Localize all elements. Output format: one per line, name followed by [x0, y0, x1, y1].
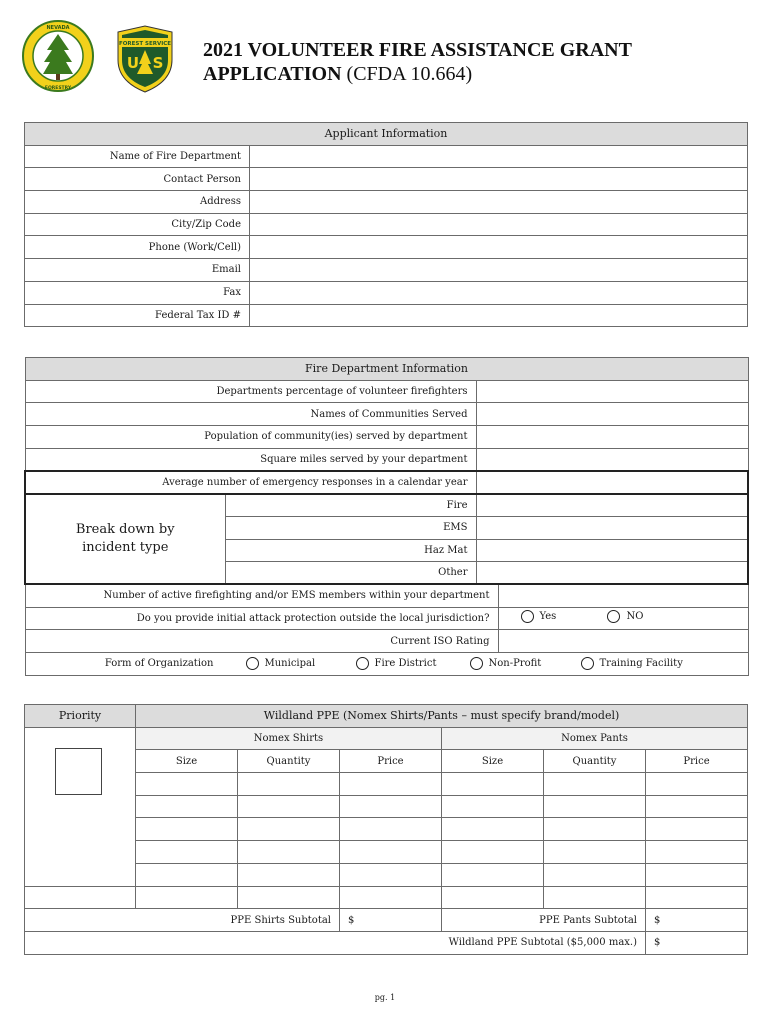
ppe-cell[interactable]: [136, 795, 238, 818]
square-miles-field[interactable]: [476, 448, 748, 471]
ppe-cell[interactable]: [646, 841, 748, 864]
address-field[interactable]: [250, 191, 748, 214]
incident-hazmat-label: Haz Mat: [225, 539, 476, 562]
ppe-cell[interactable]: [25, 886, 136, 909]
ppe-shirts-subtotal-label: PPE Shirts Subtotal: [25, 909, 340, 932]
org-training-facility-option[interactable]: [581, 657, 683, 670]
initial-attack-yes-option[interactable]: [521, 610, 557, 623]
pants-price-header: Price: [646, 750, 748, 773]
wildland-ppe-table: [24, 704, 748, 955]
incident-fire-label: Fire: [225, 494, 476, 517]
ppe-cell[interactable]: [136, 841, 238, 864]
ppe-pants-subtotal-field[interactable]: $: [646, 909, 748, 932]
no-label: NO: [626, 611, 644, 623]
ppe-cell[interactable]: [646, 886, 748, 909]
fax-label: Fax: [25, 281, 250, 304]
ppe-cell[interactable]: [442, 795, 544, 818]
nomex-pants-heading: Nomex Pants: [442, 727, 748, 750]
communities-served-field[interactable]: [476, 403, 748, 426]
ppe-cell[interactable]: [646, 773, 748, 796]
city-zip-label: City/Zip Code: [25, 213, 250, 236]
breakdown-line-1: Break down by: [75, 522, 175, 537]
svg-text:S: S: [152, 54, 164, 72]
municipal-label: Municipal: [264, 658, 316, 670]
applicant-info-table: [24, 122, 748, 327]
page-number: pg. 1: [374, 993, 396, 1002]
forest-service-shield-logo: [114, 24, 176, 94]
fire-dept-info-table: [24, 357, 749, 676]
nomex-shirts-heading: Nomex Shirts: [136, 727, 442, 750]
ppe-cell[interactable]: [442, 886, 544, 909]
wildland-ppe-subtotal-field[interactable]: $: [646, 931, 748, 954]
ppe-cell[interactable]: [544, 773, 646, 796]
ppe-cell[interactable]: [238, 841, 340, 864]
title-application: APPLICATION: [203, 63, 342, 85]
incident-ems-field[interactable]: [476, 516, 748, 539]
svg-text:FOREST SERVICE: FOREST SERVICE: [118, 41, 172, 47]
ppe-cell[interactable]: [238, 818, 340, 841]
ppe-cell[interactable]: [646, 863, 748, 886]
ppe-cell[interactable]: [544, 818, 646, 841]
communities-served-label: Names of Communities Served: [25, 403, 476, 426]
initial-attack-label: Do you provide initial attack protection outside the local jurisdiction?: [25, 607, 498, 630]
ppe-cell[interactable]: [340, 818, 442, 841]
contact-person-label: Contact Person: [25, 168, 250, 191]
ppe-cell[interactable]: [238, 795, 340, 818]
population-label: Population of community(ies) served by department: [25, 426, 476, 449]
applicant-info-heading: Applicant Information: [25, 123, 748, 146]
svg-text:FORESTRY: FORESTRY: [44, 86, 72, 91]
training-facility-radio-icon[interactable]: [581, 657, 594, 670]
ppe-cell[interactable]: [340, 773, 442, 796]
ppe-pants-subtotal-label: PPE Pants Subtotal: [442, 909, 646, 932]
priority-heading: Priority: [25, 705, 136, 728]
ppe-cell[interactable]: [544, 841, 646, 864]
active-members-label: Number of active firefighting and/or EMS members within your department: [25, 584, 498, 607]
form-of-organization-label: Form of Organization: [104, 658, 214, 670]
phone-field[interactable]: [250, 236, 748, 259]
incident-ems-label: EMS: [225, 516, 476, 539]
initial-attack-options: [498, 607, 748, 630]
title-cfda: (CFDA 10.664): [341, 63, 473, 85]
fax-field[interactable]: [250, 281, 748, 304]
ppe-cell[interactable]: [646, 818, 748, 841]
ppe-cell[interactable]: [340, 886, 442, 909]
incident-other-label: Other: [225, 562, 476, 585]
breakdown-label: [25, 494, 225, 585]
federal-tax-id-field[interactable]: [250, 304, 748, 327]
ppe-cell[interactable]: [340, 863, 442, 886]
phone-label: Phone (Work/Cell): [25, 236, 250, 259]
ppe-cell[interactable]: [442, 863, 544, 886]
shirts-size-header: Size: [136, 750, 238, 773]
fire-district-label: Fire District: [374, 658, 437, 670]
org-non-profit-option[interactable]: [470, 657, 542, 670]
wildland-ppe-subtotal-label: Wildland PPE Subtotal ($5,000 max.): [25, 931, 646, 954]
org-municipal-option[interactable]: [246, 657, 316, 670]
non-profit-radio-icon[interactable]: [470, 657, 483, 670]
name-of-fire-department-field[interactable]: [250, 145, 748, 168]
yes-label: Yes: [539, 611, 557, 623]
svg-text:U: U: [126, 54, 140, 72]
ppe-cell[interactable]: [238, 773, 340, 796]
ppe-cell[interactable]: [646, 795, 748, 818]
pct-volunteer-label: Departments percentage of volunteer firefighters: [25, 380, 476, 403]
non-profit-label: Non-Profit: [488, 658, 542, 670]
incident-hazmat-field[interactable]: [476, 539, 748, 562]
ppe-cell[interactable]: [544, 863, 646, 886]
federal-tax-id-label: Federal Tax ID #: [25, 304, 250, 327]
contact-person-field[interactable]: [250, 168, 748, 191]
yes-radio-icon[interactable]: [521, 610, 534, 623]
shirts-price-header: Price: [340, 750, 442, 773]
priority-input-box[interactable]: [55, 748, 102, 795]
title-line-1: 2021 VOLUNTEER FIRE ASSISTANCE GRANT: [203, 39, 632, 61]
ppe-cell[interactable]: [544, 886, 646, 909]
wildland-ppe-heading: Wildland PPE (Nomex Shirts/Pants – must specify brand/model): [136, 705, 748, 728]
fire-district-radio-icon[interactable]: [356, 657, 369, 670]
address-label: Address: [25, 191, 250, 214]
ppe-cell[interactable]: [442, 841, 544, 864]
incident-fire-field[interactable]: [476, 494, 748, 517]
page-title: [203, 38, 723, 86]
training-facility-label: Training Facility: [599, 658, 683, 670]
ppe-cell[interactable]: [136, 863, 238, 886]
pct-volunteer-field[interactable]: [476, 380, 748, 403]
no-radio-icon[interactable]: [607, 610, 620, 623]
breakdown-line-2: incident type: [82, 540, 169, 555]
city-zip-field[interactable]: [250, 213, 748, 236]
pants-size-header: Size: [442, 750, 544, 773]
incident-other-field[interactable]: [476, 562, 748, 585]
name-of-fire-department-label: Name of Fire Department: [25, 145, 250, 168]
ppe-cell[interactable]: [136, 773, 238, 796]
ppe-cell[interactable]: [340, 795, 442, 818]
shirts-quantity-header: Quantity: [238, 750, 340, 773]
ppe-cell[interactable]: [340, 841, 442, 864]
svg-text:NEVADA: NEVADA: [46, 25, 70, 31]
pants-quantity-header: Quantity: [544, 750, 646, 773]
email-field[interactable]: [250, 259, 748, 282]
ppe-shirts-subtotal-field[interactable]: $: [340, 909, 442, 932]
ppe-cell[interactable]: [442, 818, 544, 841]
form-of-organization-row: [25, 652, 748, 675]
org-fire-district-option[interactable]: [356, 657, 437, 670]
avg-responses-field[interactable]: [476, 471, 748, 494]
iso-rating-label: Current ISO Rating: [25, 630, 498, 653]
municipal-radio-icon[interactable]: [246, 657, 259, 670]
initial-attack-no-option[interactable]: [607, 610, 643, 623]
ppe-cell[interactable]: [442, 773, 544, 796]
fire-dept-info-heading: Fire Department Information: [25, 358, 748, 381]
ppe-cell[interactable]: [136, 818, 238, 841]
email-label: Email: [25, 259, 250, 282]
square-miles-label: Square miles served by your department: [25, 448, 476, 471]
nevada-forestry-logo: [22, 20, 94, 92]
ppe-cell[interactable]: [136, 886, 238, 909]
ppe-cell[interactable]: [238, 886, 340, 909]
active-members-field[interactable]: [498, 584, 748, 607]
ppe-cell[interactable]: [238, 863, 340, 886]
ppe-cell[interactable]: [544, 795, 646, 818]
population-field[interactable]: [476, 426, 748, 449]
iso-rating-field[interactable]: [498, 630, 748, 653]
avg-responses-label: Average number of emergency responses in a calendar year: [25, 471, 476, 494]
